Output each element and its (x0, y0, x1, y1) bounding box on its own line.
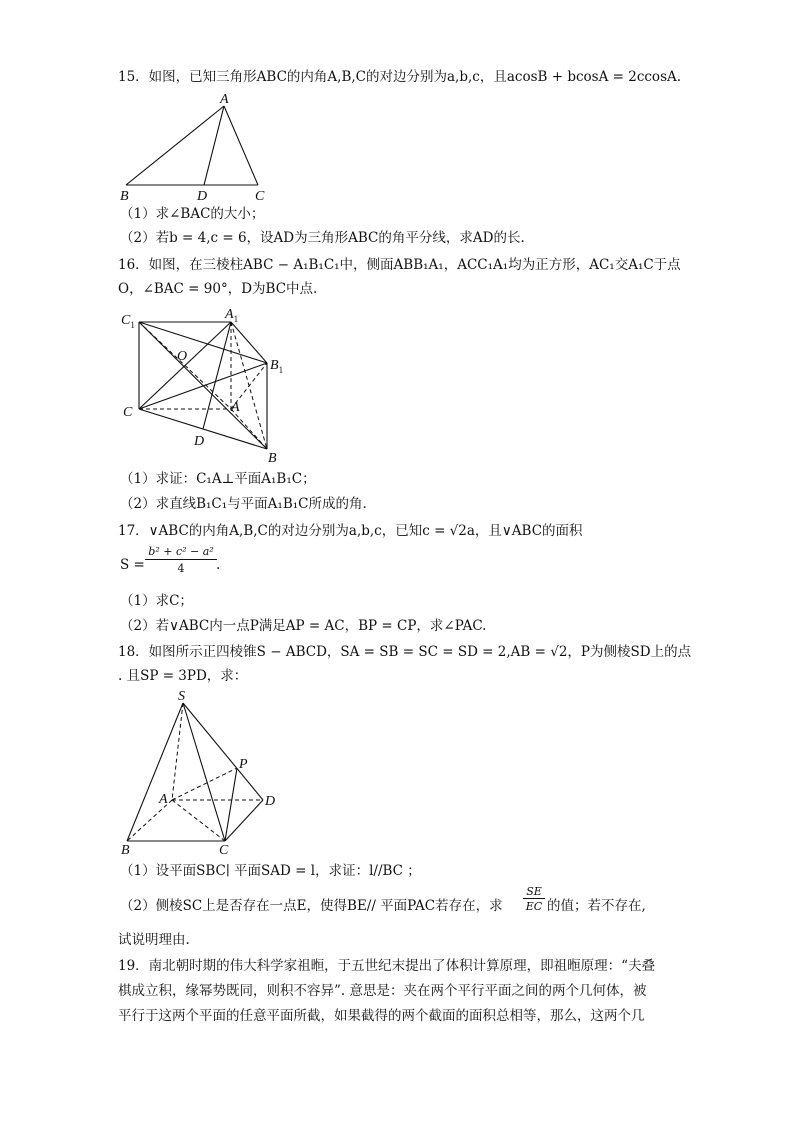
p17-stem: 17．∨ABC的内角A,B,C的对边分别为a,b,c，已知c = √2a，且∨ABC的面积 (118, 523, 583, 539)
p15-triangle-figure (112, 90, 282, 205)
p16-edge-a1d (203, 322, 231, 429)
p18-question-2-end: 的值；若不存在, (547, 898, 646, 914)
p16-prism-figure (115, 302, 290, 467)
p19-line-3: 平行于这两个平面的任意平面所截，如果截得的两个截面的面积总相等，那么，这两个几 (118, 1008, 645, 1024)
p18-ratio-numerator: SE (523, 885, 545, 899)
p19-line-2: 棋成立积，缘幂势既同，则积不容异”. 意思是：夹在两个平行平面之间的两个几何体，被 (118, 983, 647, 999)
p17-area-numerator: b² + c² − a² (145, 545, 217, 560)
p16-question-1: （1）求证：C₁A⊥平面A₁B₁C； (120, 471, 316, 487)
p15-stem: 15．如图，已知三角形ABC的内角A,B,C的对边分别为a,b,c，且acosB + bcosA = 2ccosA. (118, 69, 682, 85)
p17-area-denominator: 4 (177, 562, 185, 575)
p15-side-ac (224, 106, 258, 185)
p18-label-p: P (239, 757, 248, 772)
p18-question-2-tail: 试说明理由. (118, 932, 190, 948)
p18-question-2-start: （2）侧棱SC上是否存在一点E，使得BE// 平面PAC若存在，求 (120, 898, 503, 914)
p18-hidden-ac (172, 800, 225, 841)
p16-label-b1: $B_1$ (270, 358, 284, 375)
p16-label-b: B (268, 451, 277, 466)
p16-edge-cb1 (139, 363, 267, 409)
p18-stem-line-2: . 且SP = 3PD，求： (118, 668, 248, 684)
p18-label-d: D (265, 794, 276, 809)
p16-stem-line-1: 16．如图，在三棱柱ABC − A₁B₁C₁中，侧面ABB₁A₁，ACC₁A₁均为正方形，AC₁交A₁C于点 (118, 257, 681, 273)
p16-label-a1: $A_1$ (225, 307, 239, 324)
p18-edge-sc (183, 703, 225, 841)
p16-label-o: O (177, 349, 188, 364)
p19-line-1: 19．南北朝时期的伟大科学家祖暅，于五世纪末提出了体积计算原理，即祖暅原理：“夫叠 (118, 958, 656, 974)
p16-stem-line-2: O，∠BAC = 90°，D为BC中点. (118, 281, 318, 297)
p18-label-s: S (178, 689, 185, 704)
p18-ratio-denominator: EC (525, 900, 543, 913)
p15-question-2: （2）若b = 4,c = 6，设AD为三角形ABC的角平分线，求AD的长. (120, 230, 525, 246)
p18-stem-line-1: 18．如图所示正四棱锥S − ABCD，SA = SB = SC = SD = 2,AB = √2，P为侧棱SD上的点 (118, 644, 692, 660)
p18-edge-sb (127, 703, 183, 841)
p15-question-1: （1）求∠BAC的大小； (120, 206, 265, 222)
p16-label-c1: $C_1$ (121, 313, 135, 330)
p17-question-2: （2）若∨ABC内一点P满足AP = AC，BP = CP，求∠PAC. (120, 618, 487, 634)
p18-label-c: C (219, 843, 229, 858)
p15-label-d: D (197, 189, 208, 204)
p15-label-a: A (220, 92, 229, 107)
p15-label-b: B (120, 189, 129, 204)
p16-edge-c1b1 (139, 322, 267, 363)
p18-label-a: A (159, 792, 168, 807)
p16-label-a: A (231, 400, 240, 415)
p15-label-c: C (255, 189, 265, 204)
p16-label-c: C (123, 405, 133, 420)
p17-area-end: . (216, 557, 221, 573)
p15-side-ab (126, 106, 224, 185)
p16-question-2: （2）求直线B₁C₁与平面A₁B₁C所成的角. (120, 496, 367, 512)
p17-area-lhs: S = (120, 557, 145, 573)
p18-label-b: B (121, 843, 130, 858)
p18-ratio-fraction (523, 885, 545, 913)
p18-edge-sd (183, 703, 263, 800)
p15-bisector-ad (204, 106, 224, 185)
p18-pyramid-figure (115, 688, 290, 860)
p16-label-d: D (194, 434, 205, 449)
p17-area-fraction (145, 545, 217, 575)
p17-question-1: （1）求C； (120, 593, 193, 609)
p18-question-1: （1）设平面SBC∣ 平面SAD = l，求证：l//BC ； (120, 863, 421, 879)
